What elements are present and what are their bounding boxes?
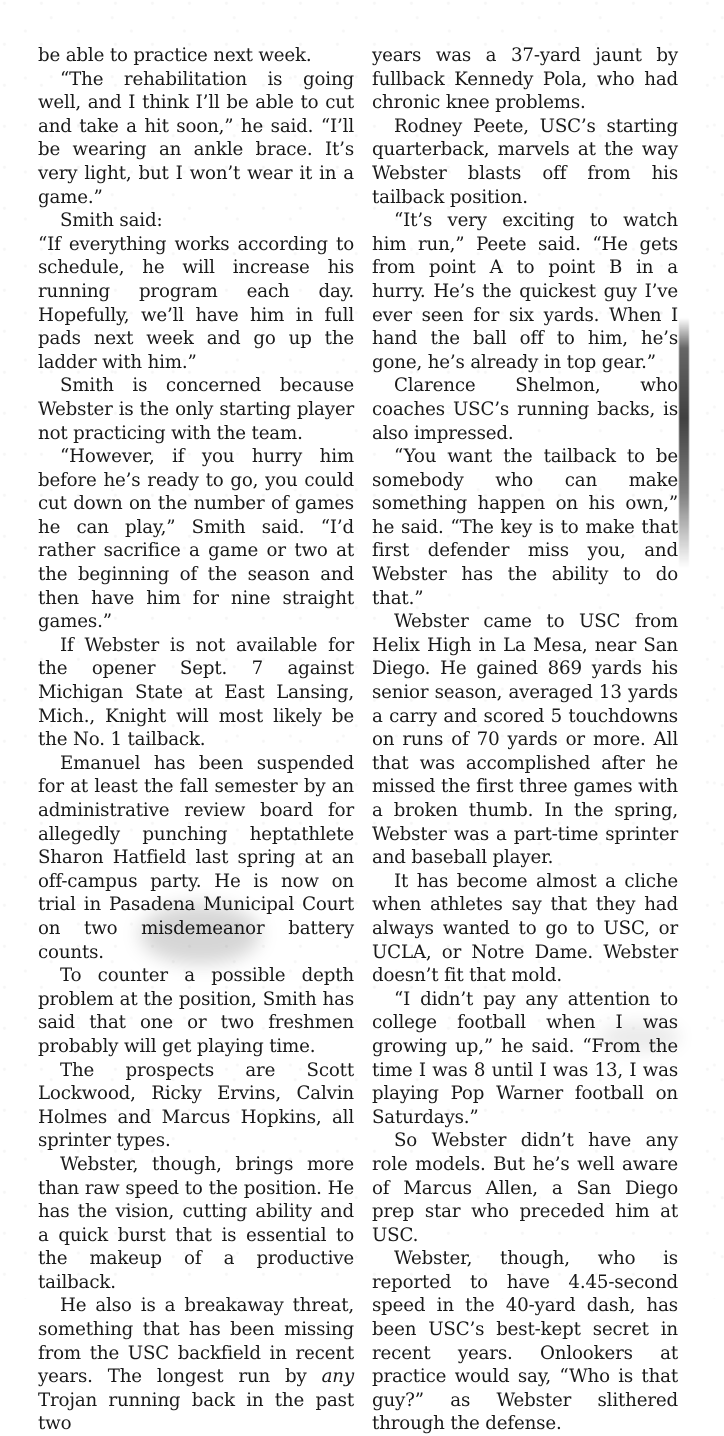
article-paragraph: “You want the tailback to be somebody who can make something happen on his own,” he said. “The key is to make that first defender miss you, and Webster has the ability to do that.”: [372, 446, 678, 609]
article-paragraph: “However, if you hurry him before he’s ready to go, you could cut down on the number of games he can play,” Smith said. “I’d rather sacrifice a game or two at the beginning of the season and then have him for nine straight games.”: [38, 446, 354, 633]
article-paragraph: Rodney Peete, USC’s starting quarterback, marvels at the way Webster blasts off from his tailback position.: [372, 115, 678, 208]
article-paragraph: Clarence Shelmon, who coaches USC’s running backs, is also impressed.: [372, 375, 678, 444]
article-paragraph: Webster, though, brings more than raw speed to the position. He has the vision, cutting ability and a quick burst that is essential to the makeup of a productive tailback.: [38, 1153, 354, 1293]
article-paragraph: Webster came to USC from Helix High in La Mesa, near San Diego. He gained 869 yards his senior season, averaged 13 yards a carry and scored 5 touchdowns on runs of 70 yards or more. All that was accomplished after he missed the first three games with a broken thumb. In the spring, Webster was a part-time sprinter and baseball player.: [372, 611, 678, 869]
article-paragraph: Webster, though, who is reported to have 4.45-second speed in the 40-yard dash, has been USC’s best-kept secret in recent years. Onlookers at practice would say, “Who is that guy?” as Webster slithered through the defense.: [372, 1248, 678, 1435]
article-paragraph: To counter a possible depth problem at the position, Smith has said that one or two freshmen probably will get playing time.: [38, 965, 354, 1057]
article-paragraph: Smith is concerned because Webster is the only starting player not practicing with the team.: [38, 375, 354, 444]
article-column-left: [38, 44, 354, 1436]
article-paragraph: [38, 1294, 354, 1436]
article-paragraph: years was a 37-yard jaunt by fullback Kennedy Pola, who had chronic knee problems.: [372, 45, 678, 114]
emphasized-word: any: [321, 1366, 354, 1388]
article-paragraph: If Webster is not available for the opener Sept. 7 against Michigan State at East Lansing, Mich., Knight will most likely be the No. 1 tailback.: [38, 634, 354, 751]
ink-smudge: [600, 1022, 680, 1052]
article-paragraph: be able to practice next week.: [38, 45, 312, 66]
scan-edge-shadow: [679, 318, 689, 568]
article-paragraph: “It’s very exciting to watch him run,” Peete said. “He gets from point A to point B in a hurry. He’s the quickest guy I’ve ever seen for six yards. When I hand the ball off to him, he’s gone, he’s already in top gear.”: [372, 210, 678, 373]
article-paragraph: Emanuel has been suspended for at least the fall semester by an administrative review board for allegedly punching heptathlete Sharon Hatfield last spring at an off-campus party. He is now on trial in Pasadena Municipal Court on two misdemeanor battery counts.: [38, 752, 354, 963]
article-text: Trojan running back in the past two: [38, 1389, 354, 1435]
article-text: He also is a breakaway threat, something that has been missing from the USC backfield in recent years. The longest run by: [38, 1295, 354, 1388]
ink-smudge: [140, 904, 260, 964]
article-paragraph: So Webster didn’t have any role models. But he’s well aware of Marcus Allen, a San Diego prep star who preceded him at USC.: [372, 1130, 678, 1246]
article-paragraph: Smith said:: [60, 210, 163, 232]
article-paragraph: It has become almost a cliche when athletes say that they had always wanted to go to USC, or UCLA, or Notre Dame. Webster doesn’t fit that mold.: [372, 870, 678, 987]
article-paragraph: “I didn’t pay any attention to college football when I was growing up,” he said. “From the time I was 8 until I was 13, I was playing Pop Warner football on Saturdays.”: [372, 988, 678, 1128]
article-column-right: [372, 44, 678, 1436]
article-paragraph: “The rehabilitation is going well, and I think I’ll be able to cut and take a hit soon,” he said. “I’ll be wearing an ankle brace. It’s very light, but I won’t wear it in a game.”: [38, 68, 354, 208]
article-paragraph: The prospects are Scott Lockwood, Ricky Ervins, Calvin Holmes and Marcus Hopkins, all sprinter types.: [38, 1059, 354, 1152]
article-paragraph: “If everything works according to schedule, he will increase his running program each day. Hopefully, we’ll have him in full pads next week and go up the ladder with him.”: [38, 233, 354, 373]
